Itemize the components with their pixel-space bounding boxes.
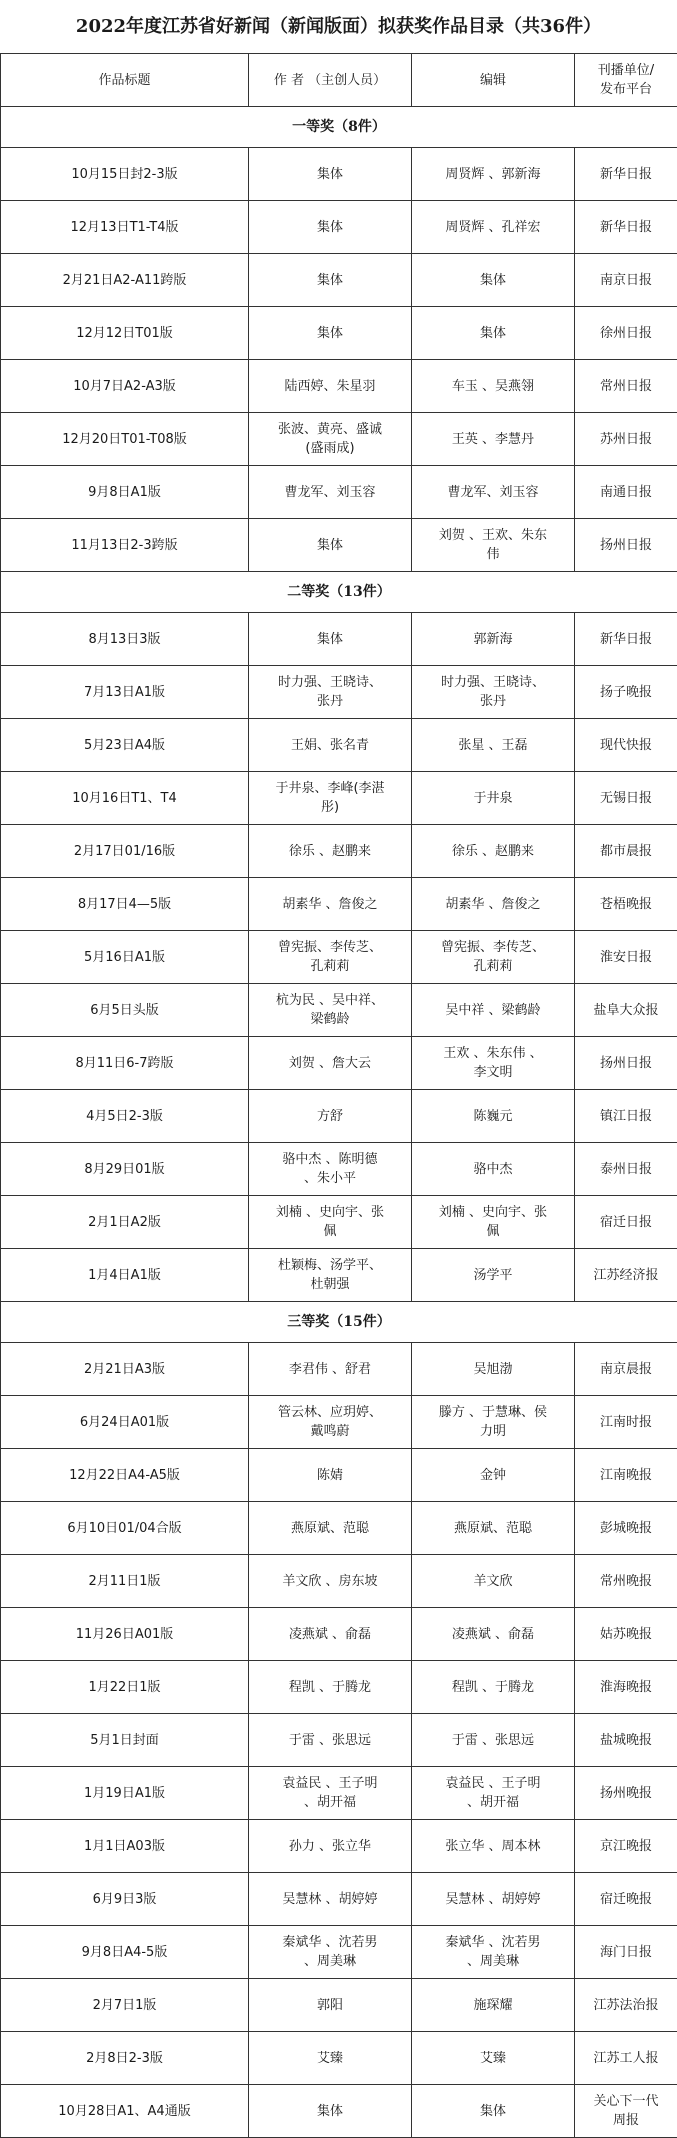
table-row: [1, 1502, 677, 1555]
cell-author: 于雷 、张思远: [249, 1714, 412, 1767]
section-header-row: [1, 1302, 677, 1343]
cell-editor: 徐乐 、赵鹏来: [412, 825, 575, 878]
cell-publisher: 盐阜大众报: [575, 984, 677, 1037]
cell-editor: 刘贺 、王欢、朱东伟: [412, 519, 575, 572]
table-row: [1, 1396, 677, 1449]
cell-author: 时力强、王晓诗、张丹: [249, 666, 412, 719]
cell-publisher: 南京日报: [575, 254, 677, 307]
cell-author: 李君伟 、舒君: [249, 1343, 412, 1396]
cell-editor: 时力强、王晓诗、张丹: [412, 666, 575, 719]
section-header-row: [1, 572, 677, 613]
header-author: 作 者 （主创人员）: [249, 54, 412, 107]
cell-title: 2月1日A2版: [1, 1196, 249, 1249]
cell-author: 集体: [249, 307, 412, 360]
section-title: 一等奖（8件）: [1, 107, 677, 148]
header-publisher: 刊播单位/ 发布平台: [575, 54, 677, 107]
cell-title: 1月19日A1版: [1, 1767, 249, 1820]
cell-publisher: 京江晚报: [575, 1820, 677, 1873]
cell-author: 郭阳: [249, 1979, 412, 2032]
cell-title: 10月28日A1、A4通版: [1, 2085, 249, 2138]
cell-title: 12月22日A4-A5版: [1, 1449, 249, 1502]
cell-author: 集体: [249, 254, 412, 307]
table-row: [1, 254, 677, 307]
cell-author: 管云林、应玥婷、戴鸣蔚: [249, 1396, 412, 1449]
cell-title: 12月20日T01-T08版: [1, 413, 249, 466]
cell-editor: 张立华 、周本林: [412, 1820, 575, 1873]
cell-editor: 曾宪振、李传芝、孔莉莉: [412, 931, 575, 984]
cell-title: 9月8日A1版: [1, 466, 249, 519]
cell-publisher: 苏州日报: [575, 413, 677, 466]
cell-title: 4月5日2-3版: [1, 1090, 249, 1143]
cell-author: 杜颖梅、汤学平、杜朝强: [249, 1249, 412, 1302]
cell-editor: 吴慧林 、胡婷婷: [412, 1873, 575, 1926]
cell-publisher: 盐城晚报: [575, 1714, 677, 1767]
cell-publisher: 江苏法治报: [575, 1979, 677, 2032]
cell-title: 2月17日01/16版: [1, 825, 249, 878]
cell-author: 刘贺 、詹大云: [249, 1037, 412, 1090]
cell-publisher: 泰州日报: [575, 1143, 677, 1196]
cell-author: 袁益民 、王子明 、胡开福: [249, 1767, 412, 1820]
cell-author: 凌燕斌 、俞磊: [249, 1608, 412, 1661]
cell-publisher: 苍梧晚报: [575, 878, 677, 931]
cell-author: 陆西婷、朱星羽: [249, 360, 412, 413]
cell-author: 王娟、张名青: [249, 719, 412, 772]
cell-author: 集体: [249, 2085, 412, 2138]
section-title: 二等奖（13件）: [1, 572, 677, 613]
cell-author: 曹龙军、刘玉容: [249, 466, 412, 519]
cell-publisher: 彭城晚报: [575, 1502, 677, 1555]
cell-publisher: 关心下一代周报: [575, 2085, 677, 2138]
cell-title: 12月13日T1-T4版: [1, 201, 249, 254]
table-row: [1, 1196, 677, 1249]
cell-editor: 张星 、王磊: [412, 719, 575, 772]
section-title: 三等奖（15件）: [1, 1302, 677, 1343]
table-row: [1, 1555, 677, 1608]
cell-title: 2月7日1版: [1, 1979, 249, 2032]
cell-editor: 王英 、李慧丹: [412, 413, 575, 466]
cell-editor: 周贤辉 、郭新海: [412, 148, 575, 201]
cell-editor: 骆中杰: [412, 1143, 575, 1196]
cell-publisher: 宿迁日报: [575, 1196, 677, 1249]
cell-title: 8月17日4—5版: [1, 878, 249, 931]
table-row: [1, 1979, 677, 2032]
cell-publisher: 淮安日报: [575, 931, 677, 984]
table-row: [1, 1449, 677, 1502]
table-row: [1, 1820, 677, 1873]
cell-title: 2月21日A3版: [1, 1343, 249, 1396]
cell-author: 骆中杰 、陈明德 、朱小平: [249, 1143, 412, 1196]
table-row: [1, 2032, 677, 2085]
cell-title: 2月11日1版: [1, 1555, 249, 1608]
cell-title: 8月11日6-7跨版: [1, 1037, 249, 1090]
cell-editor: 滕方 、于慧琳、侯力明: [412, 1396, 575, 1449]
table-row: [1, 772, 677, 825]
cell-publisher: 南京晨报: [575, 1343, 677, 1396]
cell-editor: 施琛耀: [412, 1979, 575, 2032]
cell-editor: 集体: [412, 2085, 575, 2138]
cell-title: 9月8日A4-5版: [1, 1926, 249, 1979]
cell-title: 10月7日A2-A3版: [1, 360, 249, 413]
table-row: [1, 1767, 677, 1820]
cell-author: 程凯 、于腾龙: [249, 1661, 412, 1714]
cell-publisher: 扬州日报: [575, 519, 677, 572]
cell-publisher: 都市晨报: [575, 825, 677, 878]
table-row: [1, 719, 677, 772]
cell-editor: 程凯 、于腾龙: [412, 1661, 575, 1714]
cell-editor: 羊文欣: [412, 1555, 575, 1608]
cell-editor: 金钟: [412, 1449, 575, 1502]
cell-publisher: 江南时报: [575, 1396, 677, 1449]
cell-publisher: 海门日报: [575, 1926, 677, 1979]
award-table: [0, 53, 677, 2138]
cell-publisher: 姑苏晚报: [575, 1608, 677, 1661]
table-row: [1, 466, 677, 519]
cell-author: 杭为民 、吴中祥、梁鹤龄: [249, 984, 412, 1037]
cell-title: 8月13日3版: [1, 613, 249, 666]
cell-title: 8月29日01版: [1, 1143, 249, 1196]
cell-author: 张波、黄亮、盛诚(盛雨成): [249, 413, 412, 466]
cell-title: 12月12日T01版: [1, 307, 249, 360]
table-row: [1, 1661, 677, 1714]
cell-editor: 燕原斌、范聪: [412, 1502, 575, 1555]
cell-publisher: 淮海晚报: [575, 1661, 677, 1714]
cell-publisher: 江苏工人报: [575, 2032, 677, 2085]
cell-editor: 郭新海: [412, 613, 575, 666]
cell-title: 11月13日2-3跨版: [1, 519, 249, 572]
cell-author: 胡素华 、詹俊之: [249, 878, 412, 931]
cell-author: 燕原斌、范聪: [249, 1502, 412, 1555]
cell-title: 2月21日A2-A11跨版: [1, 254, 249, 307]
cell-title: 2月8日2-3版: [1, 2032, 249, 2085]
cell-editor: 汤学平: [412, 1249, 575, 1302]
cell-author: 羊文欣 、房东坡: [249, 1555, 412, 1608]
page-title: 2022年度江苏省好新闻（新闻版面）拟获奖作品目录（共36件）: [0, 0, 677, 53]
cell-title: 5月16日A1版: [1, 931, 249, 984]
table-row: [1, 360, 677, 413]
cell-author: 于井泉、李峰(李湛彤): [249, 772, 412, 825]
cell-author: 刘楠 、史向宇、张佩: [249, 1196, 412, 1249]
cell-publisher: 江苏经济报: [575, 1249, 677, 1302]
cell-title: 10月15日封2-3版: [1, 148, 249, 201]
header-title: 作品标题: [1, 54, 249, 107]
cell-title: 5月1日封面: [1, 1714, 249, 1767]
table-row: [1, 413, 677, 466]
cell-title: 6月10日01/04合版: [1, 1502, 249, 1555]
cell-author: 集体: [249, 201, 412, 254]
cell-title: 6月9日3版: [1, 1873, 249, 1926]
cell-publisher: 宿迁晚报: [575, 1873, 677, 1926]
table-row: [1, 984, 677, 1037]
cell-editor: 刘楠 、史向宇、张佩: [412, 1196, 575, 1249]
cell-editor: 集体: [412, 307, 575, 360]
table-row: [1, 201, 677, 254]
section-header-row: [1, 107, 677, 148]
cell-author: 曾宪振、李传芝、孔莉莉: [249, 931, 412, 984]
table-row: [1, 1343, 677, 1396]
table-body: [1, 107, 677, 2138]
cell-publisher: 扬子晚报: [575, 666, 677, 719]
cell-publisher: 徐州日报: [575, 307, 677, 360]
cell-publisher: 常州日报: [575, 360, 677, 413]
cell-editor: 车玉 、吴燕翎: [412, 360, 575, 413]
cell-title: 11月26日A01版: [1, 1608, 249, 1661]
cell-editor: 袁益民 、王子明 、胡开福: [412, 1767, 575, 1820]
table-row: [1, 1037, 677, 1090]
table-row: [1, 666, 677, 719]
cell-publisher: 现代快报: [575, 719, 677, 772]
table-row: [1, 1608, 677, 1661]
cell-title: 6月5日头版: [1, 984, 249, 1037]
table-row: [1, 1926, 677, 1979]
table-row: [1, 878, 677, 931]
cell-publisher: 无锡日报: [575, 772, 677, 825]
cell-publisher: 江南晚报: [575, 1449, 677, 1502]
cell-title: 1月4日A1版: [1, 1249, 249, 1302]
cell-publisher: 新华日报: [575, 201, 677, 254]
cell-title: 5月23日A4版: [1, 719, 249, 772]
cell-editor: 于井泉: [412, 772, 575, 825]
cell-author: 集体: [249, 613, 412, 666]
table-row: [1, 519, 677, 572]
table-row: [1, 148, 677, 201]
table-row: [1, 2085, 677, 2138]
table-row: [1, 1143, 677, 1196]
cell-publisher: 新华日报: [575, 148, 677, 201]
table-row: [1, 931, 677, 984]
cell-title: 1月1日A03版: [1, 1820, 249, 1873]
cell-author: 集体: [249, 519, 412, 572]
table-row: [1, 307, 677, 360]
cell-editor: 艾臻: [412, 2032, 575, 2085]
cell-author: 陈婧: [249, 1449, 412, 1502]
cell-author: 秦斌华 、沈若男 、周美琳: [249, 1926, 412, 1979]
cell-editor: 集体: [412, 254, 575, 307]
cell-author: 艾臻: [249, 2032, 412, 2085]
cell-publisher: 镇江日报: [575, 1090, 677, 1143]
table-row: [1, 1714, 677, 1767]
cell-author: 吴慧林 、胡婷婷: [249, 1873, 412, 1926]
cell-title: 7月13日A1版: [1, 666, 249, 719]
cell-publisher: 扬州晚报: [575, 1767, 677, 1820]
cell-title: 10月16日T1、T4: [1, 772, 249, 825]
cell-editor: 凌燕斌 、俞磊: [412, 1608, 575, 1661]
cell-author: 徐乐 、赵鹏来: [249, 825, 412, 878]
cell-author: 孙力 、张立华: [249, 1820, 412, 1873]
table-row: [1, 1873, 677, 1926]
table-row: [1, 1249, 677, 1302]
table-row: [1, 825, 677, 878]
cell-editor: 王欢 、朱东伟 、李文明: [412, 1037, 575, 1090]
cell-publisher: 扬州日报: [575, 1037, 677, 1090]
cell-editor: 陈巍元: [412, 1090, 575, 1143]
table-header-row: [1, 54, 677, 107]
cell-publisher: 新华日报: [575, 613, 677, 666]
cell-publisher: 南通日报: [575, 466, 677, 519]
cell-editor: 吴中祥 、梁鹤龄: [412, 984, 575, 1037]
cell-editor: 于雷 、张思远: [412, 1714, 575, 1767]
cell-publisher: 常州晚报: [575, 1555, 677, 1608]
cell-title: 1月22日1版: [1, 1661, 249, 1714]
cell-author: 方舒: [249, 1090, 412, 1143]
table-row: [1, 1090, 677, 1143]
cell-editor: 周贤辉 、孔祥宏: [412, 201, 575, 254]
cell-editor: 秦斌华 、沈若男 、周美琳: [412, 1926, 575, 1979]
header-editor: 编辑: [412, 54, 575, 107]
cell-editor: 曹龙军、刘玉容: [412, 466, 575, 519]
cell-editor: 胡素华 、詹俊之: [412, 878, 575, 931]
cell-editor: 吴旭渤: [412, 1343, 575, 1396]
table-row: [1, 613, 677, 666]
cell-title: 6月24日A01版: [1, 1396, 249, 1449]
cell-author: 集体: [249, 148, 412, 201]
